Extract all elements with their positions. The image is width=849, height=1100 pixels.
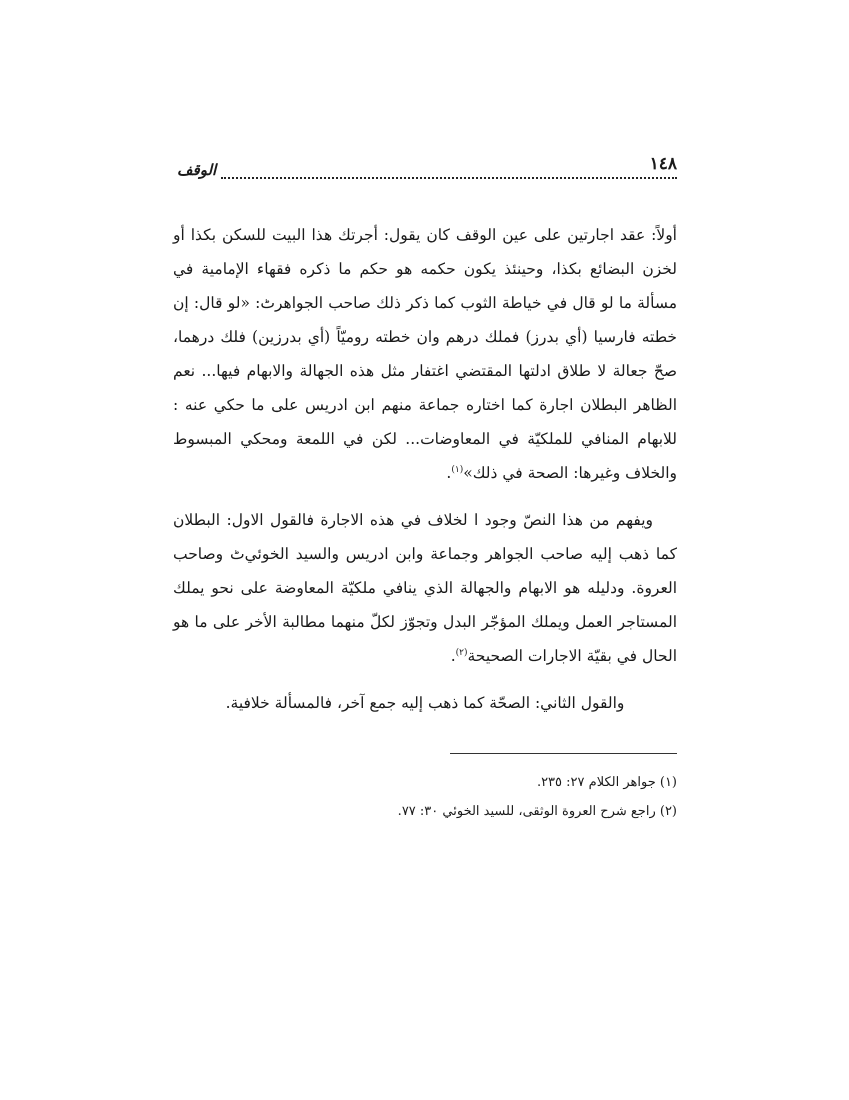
running-head [173, 150, 677, 184]
paragraph-2-text: ويفهم من هذا النصّ وجود ا لخلاف في هذه الاجارة فالقول الاول: البطلان كما ذهب إليه صاحب الجواهر وجماعة وابن ادريس والسيد الخوئيﭦ وصاحب العروة. ودليله هو الابهام والجهالة الذي ينافي ملكيّة المعاوضة على نحو يملك المستاجر العمل ويملك المؤجّر البدل وتجوّز لكلّ منهما مطالبة الأخر على ما هو الحال في بقيّة الاجارات الصحيحة [173, 511, 677, 665]
footnote-divider [450, 753, 677, 754]
paragraph-2 [173, 503, 677, 673]
footnote-1: (١) جواهر الكلام ٢٧: ٢٣٥. [536, 775, 677, 790]
book-page [173, 150, 677, 1050]
page-number: ١٤٨ [649, 154, 677, 174]
paragraph-1 [173, 218, 677, 490]
footnotes [173, 768, 677, 826]
paragraph-1-end: . [446, 464, 452, 482]
footnote-ref-1: (١) [451, 464, 464, 475]
dot-leader [221, 177, 677, 179]
paragraph-1-text: أولاً: عقد اجارتين على عين الوقف كان يقول: أجرتك هذا البيت للسكن بكذا أو لخزن البضائع بكذا، وحينئذ يكون حكمه هو حكم ما ذكره فقهاء الإمامية في مسألة ما لو قال في خياطة الثوب كما ذكر ذلك صاحب الجواهرﭦ: «لو قال: إن خطته فارسيا (أي بدرز) فملك درهم وان خطته روميّاً (أي بدرزين) فلك درهما، صحّ جعالة لا طلاق ادلتها المقتضي اغتفار مثل هذه الجهالة والابهام فيها... نعم الظاهر البطلان اجارة كما اختاره جماعة منهم ابن ادريس على ما حكي عنه : للابهام المنافي للملكيّة في المعاوضات... لكن في اللمعة ومحكي المبسوط والخلاف وغيرها: الصحة في ذلك» [173, 226, 677, 482]
paragraph-2-end: . [450, 647, 456, 665]
paragraph-3: والقول الثاني: الصحّة كما ذهب إليه جمع آخر، فالمسألة خلافية. [225, 694, 625, 712]
body-text [173, 218, 677, 720]
footnote-2: (٢) راجع شرح العروة الوثقى، للسيد الخوئي ٣٠: ٧٧. [397, 804, 677, 819]
footnote-ref-2: (٢) [455, 647, 468, 658]
section-name: الوقف [177, 161, 217, 179]
